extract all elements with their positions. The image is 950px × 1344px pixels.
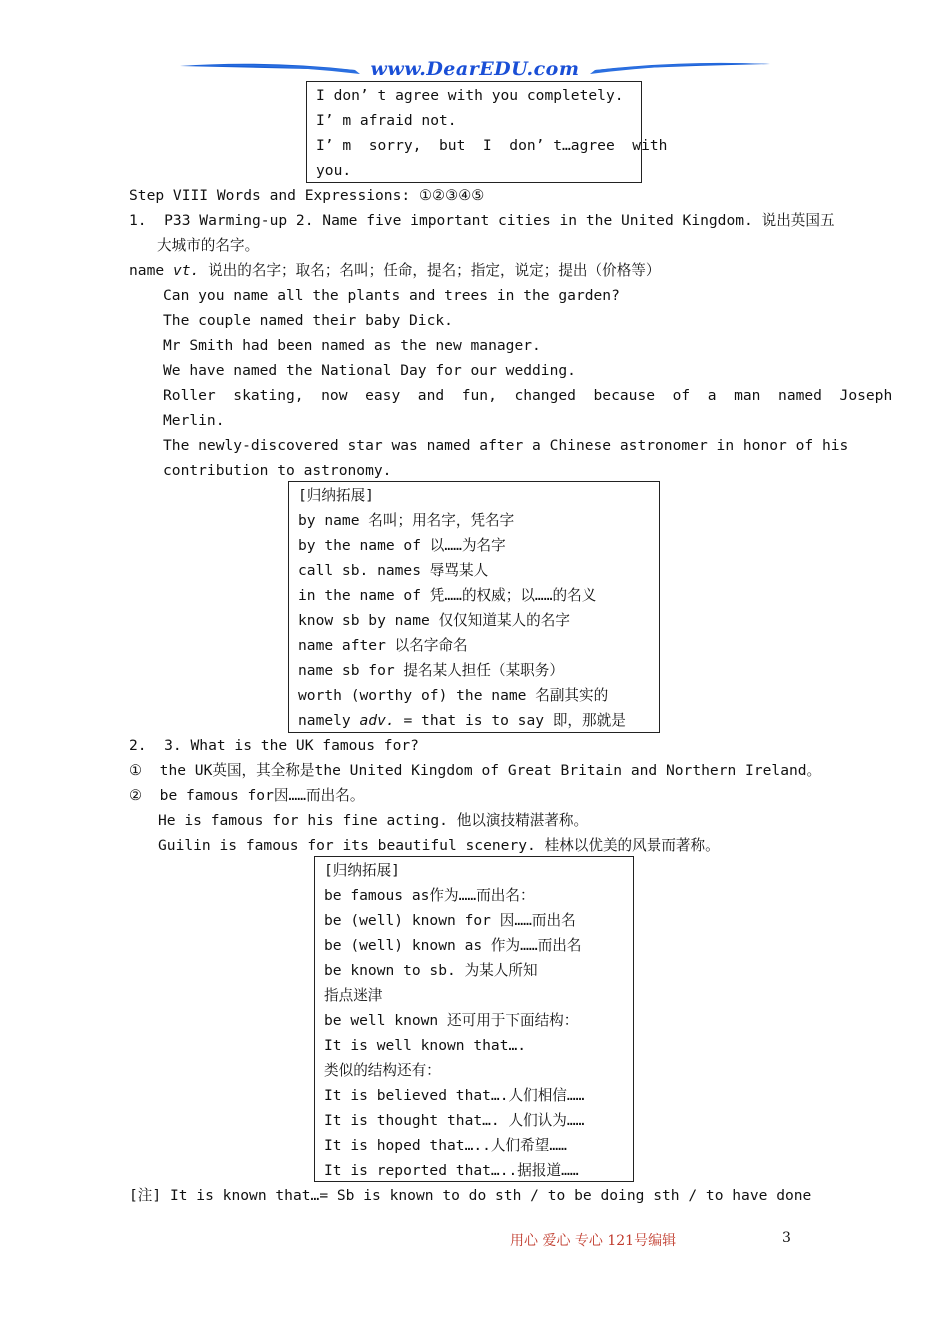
example-sentence: The couple named their baby Dick. [163, 312, 453, 329]
example-sentence: Guilin is famous for its beautiful scenery. 桂林以优美的风景而著称。 [158, 837, 720, 854]
example-sentence: The newly-discovered star was named after a Chinese astronomer in honor of his [163, 437, 849, 454]
box-line: be (well) known as 作为……而出名 [324, 937, 582, 954]
box-line: It is believed that….人们相信…… [324, 1087, 585, 1104]
box-line: by the name of 以……为名字 [298, 537, 506, 554]
example-sentence: He is famous for his fine acting. 他以演技精湛著称。 [158, 812, 589, 829]
example-sentence: contribution to astronomy. [163, 462, 392, 479]
item-1-line: 1. P33 Warming-up 2. Name five important cities in the United Kingdom. 说出英国五 [129, 212, 835, 229]
box-line: I’ m afraid not. [316, 112, 457, 129]
item-2-3-line: 2. 3. What is the UK famous for? [129, 737, 419, 754]
box-line: It is hoped that…..人们希望…… [324, 1137, 567, 1154]
definition-word: name [129, 262, 173, 279]
box-line: It is well known that…. [324, 1037, 527, 1054]
box-line: [归纳拓展] [324, 862, 400, 879]
logo-text: www.DearEDU.com [370, 58, 580, 80]
box-line: It is reported that…..据报道…… [324, 1162, 579, 1179]
box-line: 指点迷津 [324, 987, 383, 1004]
box-line: know sb by name 仅仅知道某人的名字 [298, 612, 570, 629]
box-line: be known to sb. 为某人所知 [324, 962, 538, 979]
example-sentence: Merlin. [163, 412, 225, 429]
box-line: 类似的结构还有： [324, 1062, 441, 1079]
step-heading: Step VIII Words and Expressions: ①②③④⑤ [129, 187, 485, 204]
box-line: in the name of 凭……的权威；以……的名义 [298, 587, 597, 604]
box-line: be (well) known for 因……而出名 [324, 912, 576, 929]
dialogue-box [306, 81, 668, 183]
note-circle-1: ① the UK英国，其全称是the United Kingdom of Great Britain and Northern Ireland。 [129, 762, 822, 779]
box-line: you. [316, 162, 352, 179]
box-line-meaning: = that is to say 即，那就是 [394, 712, 626, 729]
page-number: 3 [782, 1230, 791, 1246]
definition-meaning: 说出的名字；取名；名叫；任命，提名；指定，说定；提出（价格等） [199, 262, 661, 279]
example-sentence: We have named the National Day for our wedding. [163, 362, 576, 379]
note-line: [注] It is known that…= Sb is known to do sth / to be doing sth / to have done [129, 1187, 812, 1204]
box-line [298, 708, 626, 733]
box-line: I’ m sorry, but I don’ t…agree with [316, 137, 668, 154]
word-definition [129, 258, 661, 283]
note-circle-2: ② be famous for因……而出名。 [129, 787, 365, 804]
box-line: I don’ t agree with you completely. [316, 87, 624, 104]
box-line: be famous as作为……而出名： [324, 887, 535, 904]
box-line-word: namely [298, 712, 360, 729]
example-sentence: Roller skating, now easy and fun, changed because of a man named Joseph [163, 387, 893, 404]
example-sentence: Mr Smith had been named as the new manager. [163, 337, 541, 354]
part-of-speech: adv. [359, 712, 395, 729]
box-line: name after 以名字命名 [298, 637, 468, 654]
box-line: name sb for 提名某人担任（某职务） [298, 662, 564, 679]
footer-credit: 用心 爱心 专心 121号编辑 [510, 1233, 677, 1249]
example-sentence: Can you name all the plants and trees in the garden? [163, 287, 620, 304]
box-line: worth (worthy of) the name 名副其实的 [298, 687, 609, 704]
part-of-speech: vt. [172, 262, 200, 279]
extension-box [288, 481, 660, 733]
box-line: It is thought that…. 人们认为…… [324, 1112, 585, 1129]
box-line: be well known 还可用于下面结构： [324, 1012, 579, 1029]
box-line: call sb. names 辱骂某人 [298, 562, 489, 579]
extension-box [314, 856, 634, 1182]
box-line: by name 名叫；用名字，凭名字 [298, 512, 515, 529]
item-1-line: 大城市的名字。 [157, 237, 260, 254]
box-line: [归纳拓展] [298, 487, 374, 504]
